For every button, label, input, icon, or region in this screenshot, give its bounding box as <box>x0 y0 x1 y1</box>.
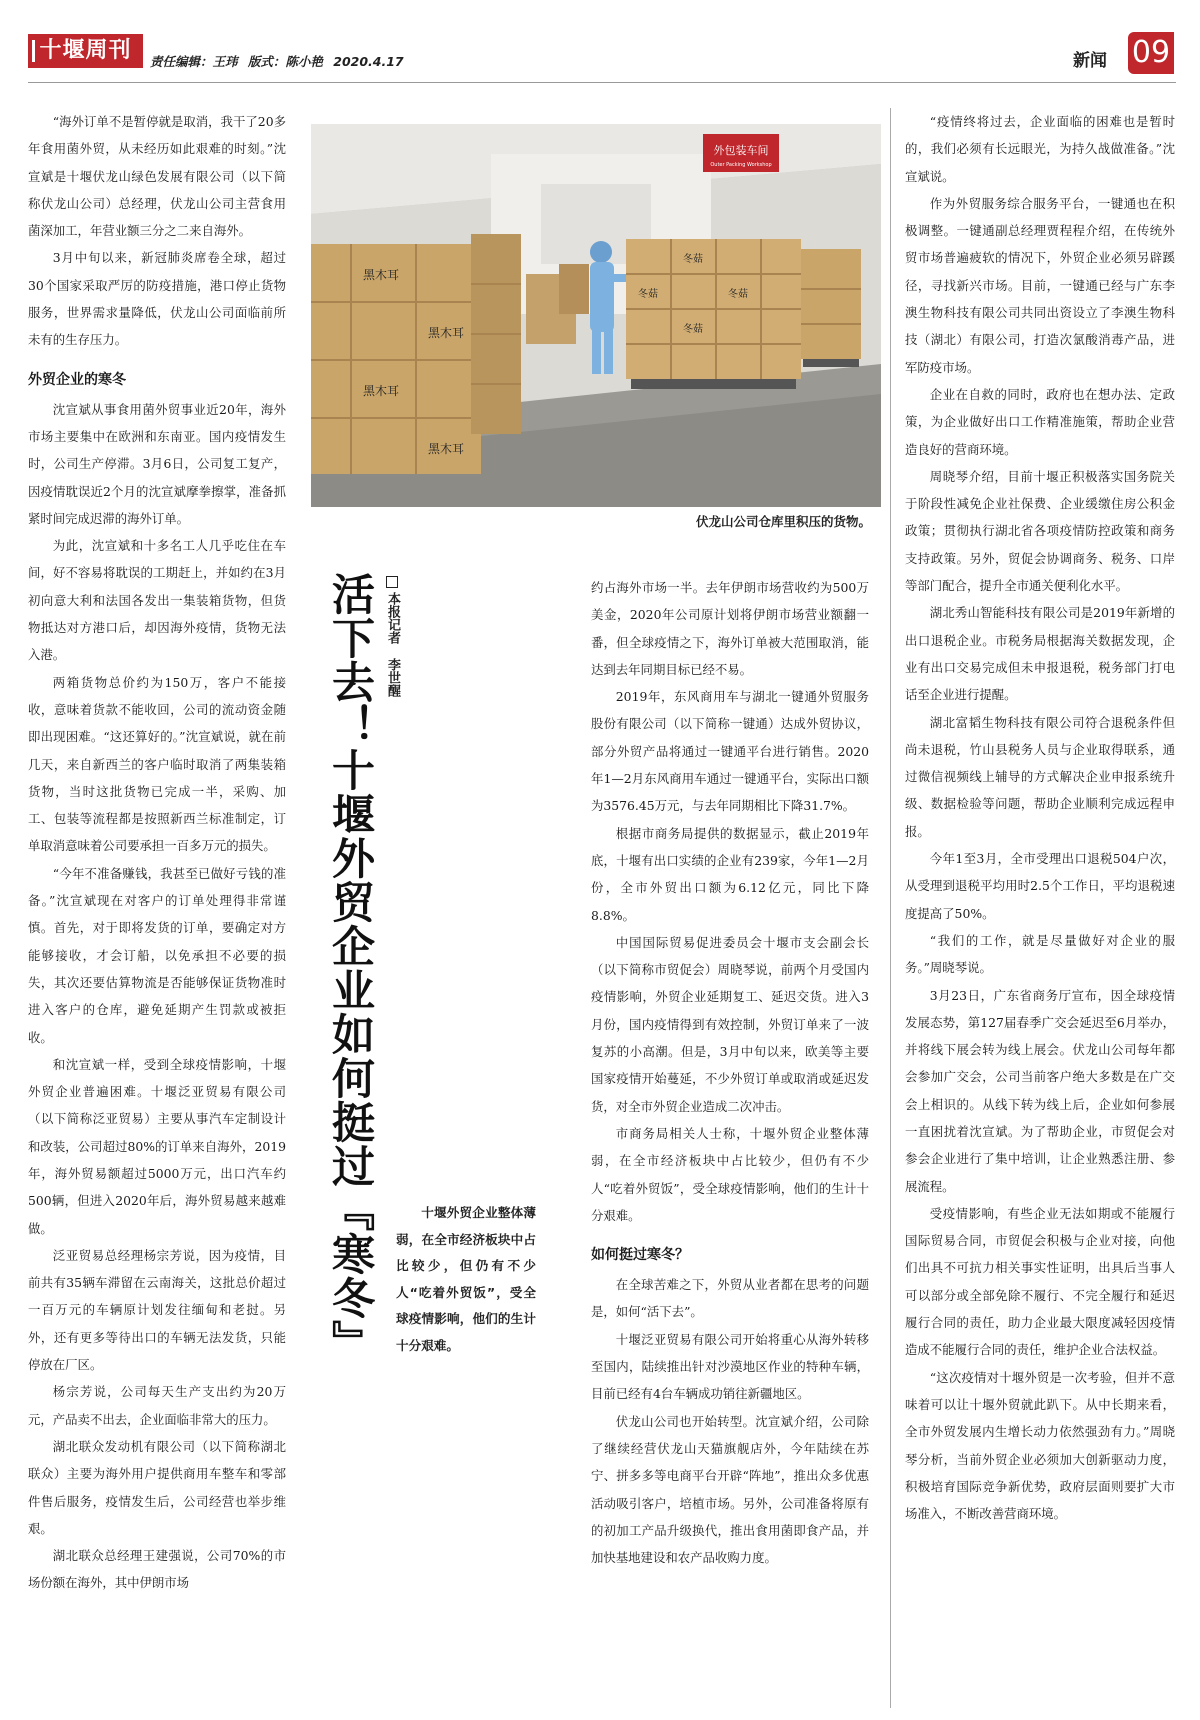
column-divider <box>890 108 891 1708</box>
paragraph: 周晓琴介绍，目前十堰正积极落实国务院关于阶段性减免企业社保费、企业缓缴住房公积金政策；贯彻执行湖北省各项疫情防控政策和商务支持政策。另外，贸促会协调商务、税务、口岸等部门配合，提升全市通关便利化水平。 <box>905 468 1175 594</box>
paragraph: 3月中旬以来，新冠肺炎席卷全球，超过30个国家采取严厉的防疫措施，港口停止货物服务，世界需求量降低，伏龙山公司面临前所未有的生存压力。 <box>28 250 286 348</box>
paragraph: 沈宣斌从事食用菌外贸事业近20年，海外市场主要集中在欧洲和东南亚。国内疫情发生时，公司生产停滞。3月6日，公司复工复产，因疫情耽误近2个月的沈宣斌摩拳擦掌，准备抓紧时间完成迟滞的海外订单。 <box>28 401 286 526</box>
box-label: 冬菇 <box>683 324 703 335</box>
article-column-3 <box>905 108 1175 1527</box>
byline-prefix: 本报记者 <box>385 592 400 644</box>
paragraph: 湖北富韬生物科技有限公司符合退税条件但尚未退税，竹山县税务人员与企业取得联系，通过微信视频线上辅导的方式解决企业申报系统升级、数据检验等问题，帮助企业顺利完成远程申报。 <box>905 714 1175 839</box>
summary-text: 十堰外贸企业整体薄弱，在全市经济板块中占比较少，但仍有不少人“吃着外贸饭”，受全球疫情影响，他们的生计十分艰难。 <box>396 1205 536 1353</box>
article-headline: 活下去！十堰外贸企业如何挺过『寒冬』 <box>325 572 375 1364</box>
article-column-2 <box>591 574 869 1571</box>
photo-caption: 伏龙山公司仓库里积压的货物。 <box>695 514 871 529</box>
masthead-logo: 十堰周刊 <box>28 34 143 68</box>
byline <box>380 576 404 697</box>
box-label: 冬菇 <box>683 254 703 265</box>
paragraph: 今年1至3月，全市受理出口退税504户次，从受理到退税平均用时2.5个工作日，平均退税速度提高了50%。 <box>905 851 1175 921</box>
box-label: 黑木耳 <box>427 326 465 340</box>
paragraph: 企业在自救的同时，政府也在想办法、定政策，为企业做好出口工作精准施策，帮助企业营造良好的营商环境。 <box>905 386 1175 457</box>
sign-text: 外包装车间 <box>713 144 769 157</box>
paragraph: 伏龙山公司也开始转型。沈宣斌介绍，公司除了继续经营伏龙山天猫旗舰店外，今年陆续在苏宁、拼多多等电商平台开辟“阵地”，推出众多优惠活动吸引客户，培植市场。另外，公司准备将原有的初加工产品升级换代，推出食用菌即食产品，并加快基地建设和农产品收购力度。 <box>591 1413 869 1566</box>
paragraph: “海外订单不是暂停就是取消，我干了20多年食用菌外贸，从未经历如此艰难的时刻。”沈宣斌是十堰伏龙山绿色发展有限公司（以下简称伏龙山公司）总经理，伏龙山公司主营食用菌深加工，年营业额三分之二来自海外。 <box>28 114 286 239</box>
sign-subtext: Outer Packing Workshop <box>710 162 772 168</box>
paragraph: 两箱货物总价约为150万，客户不能接收，意味着货款不能收回，公司的流动资金随即出现困难。“这还算好的。”沈宣斌说，就在前几天，来自新西兰的客户临时取消了两集装箱货物，当时这批货物已完成一半，采购、加工、包装等流程都是按照新西兰标准制定，订单取消意味着公司要承担一百多万元的损失。 <box>28 674 286 854</box>
layout-credit: 版式：陈小艳 <box>247 54 323 69</box>
section-heading: 如何挺过寒冬？ <box>591 1247 689 1264</box>
paragraph: 中国国际贸易促进委员会十堰市支会副会长（以下简称市贸促会）周晓琴说，前两个月受国内疫情影响，外贸企业延期复工、延迟交货。进入3月份，国内疫情得到有效控制，外贸订单来了一波复苏的小高潮。但是，3月中旬以来，欧美等主要国家疫情开始蔓延，不少外贸订单或取消或延迟发货，对全市外贸企业造成二次冲击。 <box>591 934 869 1114</box>
paragraph: 湖北秀山智能科技有限公司是2019年新增的出口退税企业。市税务局根据海关数据发现，企业有出口交易完成但未申报退税，税务部门打电话至企业进行提醒。 <box>905 605 1175 703</box>
editor-credits <box>150 52 410 70</box>
paragraph: 约占海外市场一半。去年伊朗市场营收约为500万美金，2020年公司原计划将伊朗市场营业额翻一番，但全球疫情之下，海外订单被大范围取消，能达到去年同期目标已经不易。 <box>591 580 869 677</box>
paragraph: 为此，沈宣斌和十多名工人几乎吃住在车间，好不容易将耽误的工期赶上，并如约在3月初向意大利和法国各发出一集装箱货物，但货物抵达对方港口后，却因海外疫情，货物无法入港。 <box>28 538 286 663</box>
header-divider <box>28 82 1176 83</box>
editor-name: 责任编辑：王玮 <box>150 54 238 69</box>
paragraph: “我们的工作，就是尽量做好对企业的服务。”周晓琴说。 <box>905 932 1175 976</box>
article-summary <box>396 1200 536 1359</box>
box-label: 冬菇 <box>728 289 748 300</box>
paragraph: 泛亚贸易总经理杨宗芳说，因为疫情，目前共有35辆车滞留在云南海关，这批总价超过一百万元的车辆原计划发往缅甸和老挝。另外，还有更多等待出口的车辆无法发货，只能停放在厂区。 <box>28 1247 286 1373</box>
paragraph: 根据市商务局提供的数据显示，截止2019年底，十堰有出口实绩的企业有239家，今年1—2月份，全市外贸出口额为6.12亿元，同比下降8.8%。 <box>591 825 869 923</box>
warehouse-photo-illustration <box>311 124 881 507</box>
paragraph: 市商务局相关人士称，十堰外贸企业整体薄弱，在全市经济板块中占比较少，但仍有不少人“吃着外贸饭”，受全球疫情影响，他们的生计十分艰难。 <box>591 1125 869 1223</box>
issue-date: 2020.4.17 <box>333 54 404 69</box>
section-title: 新闻 <box>1073 51 1107 71</box>
paragraph: 在全球苦难之下，外贸从业者都在思考的问题是，如何“活下去”。 <box>591 1277 869 1320</box>
article-column-1 <box>28 108 286 1597</box>
paragraph: 3月23日，广东省商务厅宣布，因全球疫情发展态势，第127届春季广交会延迟至6月举办，并将线下展会转为线上展会。伏龙山公司每年都会参加广交会，公司当前客户绝大多数是在广交会上相识的。从线下转为线上后，企业如何参展一直困扰着沈宣斌。为了帮助企业，市贸促会对参会企业进行了集中培训，让企业熟悉注册、参展流程。 <box>905 987 1175 1194</box>
box-label: 黑木耳 <box>427 442 465 456</box>
box-label: 冬菇 <box>638 289 658 300</box>
paragraph: 2019年，东风商用车与湖北一键通外贸服务股份有限公司（以下简称一键通）达成外贸协议，部分外贸产品将通过一键通平台进行销售。2020年1—2月东风商用车通过一键通平台，实际出口额为3576.45万元，与去年同期相比下降31.7%。 <box>591 689 869 814</box>
paragraph: 湖北联众总经理王建强说，公司70%的市场份额在海外，其中伊朗市场 <box>28 1548 286 1591</box>
warehouse-photo <box>311 124 881 507</box>
paragraph: “疫情终将过去，企业面临的困难也是暂时的，我们必须有长远眼光，为持久战做准备。”沈宣斌说。 <box>905 114 1175 184</box>
paragraph: “今年不准备赚钱，我甚至已做好亏钱的准备。”沈宣斌现在对客户的订单处理得非常谨慎。首先，对于即将发货的订单，要确定对方能够接收，才会订船，以免承担不必要的损失，其次还要估算物流是否能够保证货物准时进入客户的仓库，避免延期产生罚款或被拒收。 <box>28 865 286 1045</box>
section-heading: 外贸企业的寒冬 <box>28 371 126 388</box>
paragraph: 杨宗芳说，公司每天生产支出约为20万元，产品卖不出去，企业面临非常大的压力。 <box>28 1384 286 1427</box>
box-label: 黑木耳 <box>362 268 400 282</box>
box-label: 黑木耳 <box>362 384 400 398</box>
paragraph: “这次疫情对十堰外贸是一次考验，但并不意味着可以让十堰外贸就此趴下。从中长期来看，全市外贸发展内生增长动力依然强劲有力。”周晓琴分析，当前外贸企业必须加大创新驱动力度，积极培育国际竞争新优势，政府层面则要扩大市场准入，不断改善营商环境。 <box>905 1369 1175 1522</box>
byline-square-icon <box>386 576 398 588</box>
paragraph: 湖北联众发动机有限公司（以下简称湖北联众）主要为海外用户提供商用车整车和零部件售后服务，疫情发生后，公司经营也举步维艰。 <box>28 1438 286 1536</box>
paragraph: 作为外贸服务综合服务平台，一键通也在积极调整。一键通副总经理贾程程介绍，在传统外贸市场普遍疲软的情况下，外贸企业必须另辟蹊径，寻找新兴市场。目前，一键通已经与广东李澳生物科技有限公司共同出资设立了李澳生物科技（湖北）有限公司，打造次氯酸消毒产品，进军防疫市场。 <box>905 195 1175 375</box>
right-box-stack <box>626 239 861 389</box>
paragraph: 和沈宣斌一样，受到全球疫情影响，十堰外贸企业普遍困难。十堰泛亚贸易有限公司（以下简称泛亚贸易）主要从事汽车定制设计和改装，公司超过80%的订单来自海外，2019年，海外贸易额超过5000万元，出口汽车约500辆，但进入2020年后，海外贸易越来越难做。 <box>28 1056 286 1236</box>
page-number: 09 <box>1128 32 1174 74</box>
byline-author: 李世醒 <box>385 658 400 697</box>
paragraph: 十堰泛亚贸易有限公司开始将重心从海外转移至国内，陆续推出针对沙漠地区作业的特种车辆，目前已经有4台车辆成功销往新疆地区。 <box>591 1331 869 1402</box>
paragraph: 受疫情影响，有些企业无法如期或不能履行国际贸易合同，市贸促会积极与企业对接，向他们出具不可抗力相关事实性证明，出具后当事人可以部分或全部免除不履行、不完全履行和延迟履行合同的责任，助力企业最大限度减轻因疫情造成不能履行合同的责任，维护企业合法权益。 <box>905 1205 1175 1358</box>
